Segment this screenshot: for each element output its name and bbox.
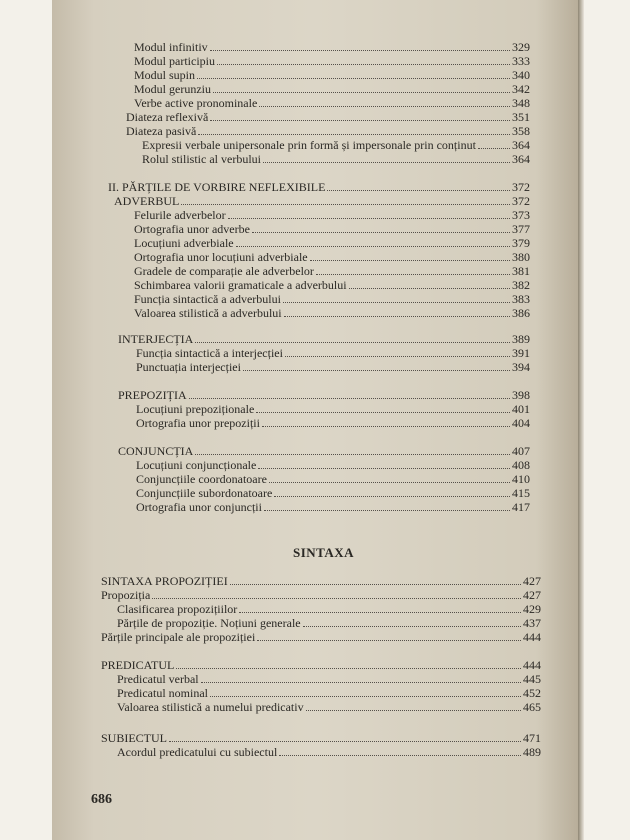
toc-entry bbox=[136, 472, 530, 486]
dot-leader bbox=[210, 696, 521, 697]
toc-page: 398 bbox=[512, 388, 530, 402]
toc-title: Ortografia unor adverbe bbox=[134, 222, 250, 236]
toc-title: Ortografia unor prepoziții bbox=[136, 416, 260, 430]
toc-title: Rolul stilistic al verbului bbox=[142, 152, 261, 166]
toc-entry bbox=[134, 292, 530, 306]
toc-page: 391 bbox=[512, 346, 530, 360]
dot-leader bbox=[243, 370, 510, 371]
toc-entry bbox=[142, 138, 530, 152]
toc-title: Modul supin bbox=[134, 68, 196, 82]
dot-leader bbox=[169, 741, 521, 742]
toc-entry bbox=[117, 700, 541, 714]
toc-page: 407 bbox=[512, 444, 530, 458]
toc-entry bbox=[117, 602, 541, 616]
toc-title: Predicatul verbal bbox=[117, 672, 199, 686]
dot-leader bbox=[181, 204, 510, 205]
toc-page: 408 bbox=[512, 458, 530, 472]
dot-leader bbox=[195, 342, 510, 343]
dot-leader bbox=[198, 134, 510, 135]
toc-title: SINTAXA PROPOZIȚIEI bbox=[101, 574, 228, 588]
toc-title: Locuțiuni conjuncționale bbox=[136, 458, 257, 472]
toc-page: 417 bbox=[512, 500, 530, 514]
toc-entry bbox=[136, 346, 530, 360]
toc-page: 452 bbox=[523, 686, 541, 700]
toc-entry bbox=[134, 82, 530, 96]
toc-entry bbox=[134, 264, 530, 278]
toc-entry bbox=[134, 250, 530, 264]
dot-leader bbox=[327, 190, 510, 191]
toc-entry bbox=[101, 630, 541, 644]
dot-leader bbox=[269, 482, 510, 483]
toc-title: Funcția sintactică a adverbului bbox=[134, 292, 281, 306]
toc-page: 379 bbox=[512, 236, 530, 250]
toc-title: Gradele de comparație ale adverbelor bbox=[134, 264, 314, 278]
dot-leader bbox=[201, 682, 521, 683]
toc-page: 373 bbox=[512, 208, 530, 222]
toc-page: 471 bbox=[523, 731, 541, 745]
dot-leader bbox=[306, 710, 521, 711]
toc-title: Acordul predicatului cu subiectul bbox=[117, 745, 278, 759]
dot-leader bbox=[252, 232, 510, 233]
dot-leader bbox=[349, 288, 510, 289]
toc-title: Valoarea stilistică a numelui predicativ bbox=[117, 700, 304, 714]
toc-title: Felurile adverbelor bbox=[134, 208, 226, 222]
toc-entry bbox=[126, 110, 530, 124]
toc-entry bbox=[117, 686, 541, 700]
toc-page: 381 bbox=[512, 264, 530, 278]
toc-page: 372 bbox=[512, 180, 530, 194]
toc-page: 358 bbox=[512, 124, 530, 138]
toc-page: 404 bbox=[512, 416, 530, 430]
toc-title: Schimbarea valorii gramaticale a adverbului bbox=[134, 278, 347, 292]
dot-leader bbox=[264, 510, 510, 511]
dot-leader bbox=[176, 668, 521, 669]
toc-title: II. PĂRȚILE DE VORBIRE NEFLEXIBILE bbox=[108, 180, 326, 194]
toc-page: 364 bbox=[512, 152, 530, 166]
toc-page: 386 bbox=[512, 306, 530, 320]
toc-entry bbox=[136, 402, 530, 416]
toc-entry bbox=[114, 194, 530, 208]
toc-title: SUBIECTUL bbox=[101, 731, 167, 745]
toc-page: 444 bbox=[523, 658, 541, 672]
toc-title: Modul gerunziu bbox=[134, 82, 211, 96]
toc-page: 429 bbox=[523, 602, 541, 616]
toc-title: PREPOZIȚIA bbox=[118, 388, 187, 402]
toc-title: Modul infinitiv bbox=[134, 40, 208, 54]
dot-leader bbox=[152, 598, 521, 599]
dot-leader bbox=[263, 162, 510, 163]
toc-entry bbox=[134, 306, 530, 320]
toc-page: 427 bbox=[523, 588, 541, 602]
toc-title: Funcția sintactică a interjecției bbox=[136, 346, 283, 360]
toc-title: Predicatul nominal bbox=[117, 686, 208, 700]
toc-entry bbox=[117, 745, 541, 759]
dot-leader bbox=[258, 468, 510, 469]
dot-leader bbox=[197, 78, 510, 79]
toc-page: 415 bbox=[512, 486, 530, 500]
toc-entry bbox=[117, 672, 541, 686]
dot-leader bbox=[189, 398, 510, 399]
toc-entry bbox=[101, 574, 541, 588]
toc-entry bbox=[101, 658, 541, 672]
toc-title: Părțile principale ale propoziției bbox=[101, 630, 256, 644]
toc-title: Diateza pasivă bbox=[126, 124, 197, 138]
page-edge bbox=[578, 0, 584, 840]
toc-page: 383 bbox=[512, 292, 530, 306]
dot-leader bbox=[285, 356, 510, 357]
toc-title: Expresii verbale unipersonale prin formă și impersonale prin conținut bbox=[142, 138, 476, 152]
dot-leader bbox=[283, 302, 510, 303]
toc-page: 437 bbox=[523, 616, 541, 630]
toc-entry bbox=[134, 222, 530, 236]
toc-entry bbox=[134, 40, 530, 54]
toc-entry bbox=[118, 444, 530, 458]
dot-leader bbox=[259, 106, 510, 107]
toc-title: CONJUNCȚIA bbox=[118, 444, 194, 458]
toc-entry bbox=[126, 124, 530, 138]
dot-leader bbox=[478, 148, 510, 149]
toc-page: 410 bbox=[512, 472, 530, 486]
dot-leader bbox=[284, 316, 510, 317]
toc-page: 372 bbox=[512, 194, 530, 208]
toc-page: 489 bbox=[523, 745, 541, 759]
dot-leader bbox=[217, 64, 510, 65]
toc-title: PREDICATUL bbox=[101, 658, 175, 672]
toc-entry bbox=[118, 388, 530, 402]
toc-entry bbox=[118, 332, 530, 346]
toc-page: 364 bbox=[512, 138, 530, 152]
toc-title: Modul participiu bbox=[134, 54, 215, 68]
toc-page: 444 bbox=[523, 630, 541, 644]
toc-entry bbox=[142, 152, 530, 166]
dot-leader bbox=[316, 274, 510, 275]
toc-page: 380 bbox=[512, 250, 530, 264]
toc-title: Punctuația interjecției bbox=[136, 360, 241, 374]
dot-leader bbox=[239, 612, 521, 613]
toc-title: Diateza reflexivă bbox=[126, 110, 209, 124]
toc-entry bbox=[136, 500, 530, 514]
toc-title: Conjuncțiile subordonatoare bbox=[136, 486, 273, 500]
dot-leader bbox=[262, 426, 510, 427]
toc-page: 394 bbox=[512, 360, 530, 374]
dot-leader bbox=[279, 755, 521, 756]
toc-page: 401 bbox=[512, 402, 530, 416]
toc-title: Verbe active pronominale bbox=[134, 96, 258, 110]
toc-page: 427 bbox=[523, 574, 541, 588]
page-number: 686 bbox=[91, 792, 112, 807]
toc-entry bbox=[134, 96, 530, 110]
dot-leader bbox=[230, 584, 521, 585]
dot-leader bbox=[213, 92, 510, 93]
toc-entry bbox=[101, 731, 541, 745]
toc-entry bbox=[134, 68, 530, 82]
toc-page: 342 bbox=[512, 82, 530, 96]
toc-entry bbox=[136, 416, 530, 430]
dot-leader bbox=[256, 412, 510, 413]
toc-entry bbox=[136, 360, 530, 374]
toc-title: Conjuncțiile coordonatoare bbox=[136, 472, 267, 486]
toc-page: 340 bbox=[512, 68, 530, 82]
toc-page: 377 bbox=[512, 222, 530, 236]
dot-leader bbox=[195, 454, 510, 455]
dot-leader bbox=[257, 640, 521, 641]
dot-leader bbox=[310, 260, 510, 261]
toc-page: 465 bbox=[523, 700, 541, 714]
toc-title: Ortografia unor conjuncții bbox=[136, 500, 262, 514]
toc-page: 329 bbox=[512, 40, 530, 54]
toc-entry bbox=[134, 208, 530, 222]
toc-title: Ortografia unor locuțiuni adverbiale bbox=[134, 250, 308, 264]
toc-entry bbox=[101, 588, 541, 602]
toc-title: Locuțiuni prepoziționale bbox=[136, 402, 255, 416]
toc-entry bbox=[136, 486, 530, 500]
toc-page: 348 bbox=[512, 96, 530, 110]
dot-leader bbox=[303, 626, 521, 627]
toc-title: Valoarea stilistică a adverbului bbox=[134, 306, 282, 320]
dot-leader bbox=[210, 50, 510, 51]
toc-title: Părțile de propoziție. Noțiuni generale bbox=[117, 616, 301, 630]
toc-entry bbox=[134, 236, 530, 250]
toc-page: 333 bbox=[512, 54, 530, 68]
toc-title: Propoziția bbox=[101, 588, 151, 602]
dot-leader bbox=[236, 246, 510, 247]
section-heading: SINTAXA bbox=[293, 545, 355, 560]
toc-entry bbox=[134, 278, 530, 292]
toc-page: 389 bbox=[512, 332, 530, 346]
toc-title: INTERJECȚIA bbox=[118, 332, 194, 346]
toc-entry bbox=[134, 54, 530, 68]
toc-entry bbox=[117, 616, 541, 630]
toc-page: 382 bbox=[512, 278, 530, 292]
toc-entry bbox=[108, 180, 530, 194]
toc-entry bbox=[136, 458, 530, 472]
toc-page: 351 bbox=[512, 110, 530, 124]
toc-title: Clasificarea propozițiilor bbox=[117, 602, 238, 616]
toc-title: Locuțiuni adverbiale bbox=[134, 236, 234, 250]
dot-leader bbox=[274, 496, 510, 497]
dot-leader bbox=[210, 120, 510, 121]
toc-page: 445 bbox=[523, 672, 541, 686]
toc-title: ADVERBUL bbox=[114, 194, 180, 208]
dot-leader bbox=[228, 218, 510, 219]
